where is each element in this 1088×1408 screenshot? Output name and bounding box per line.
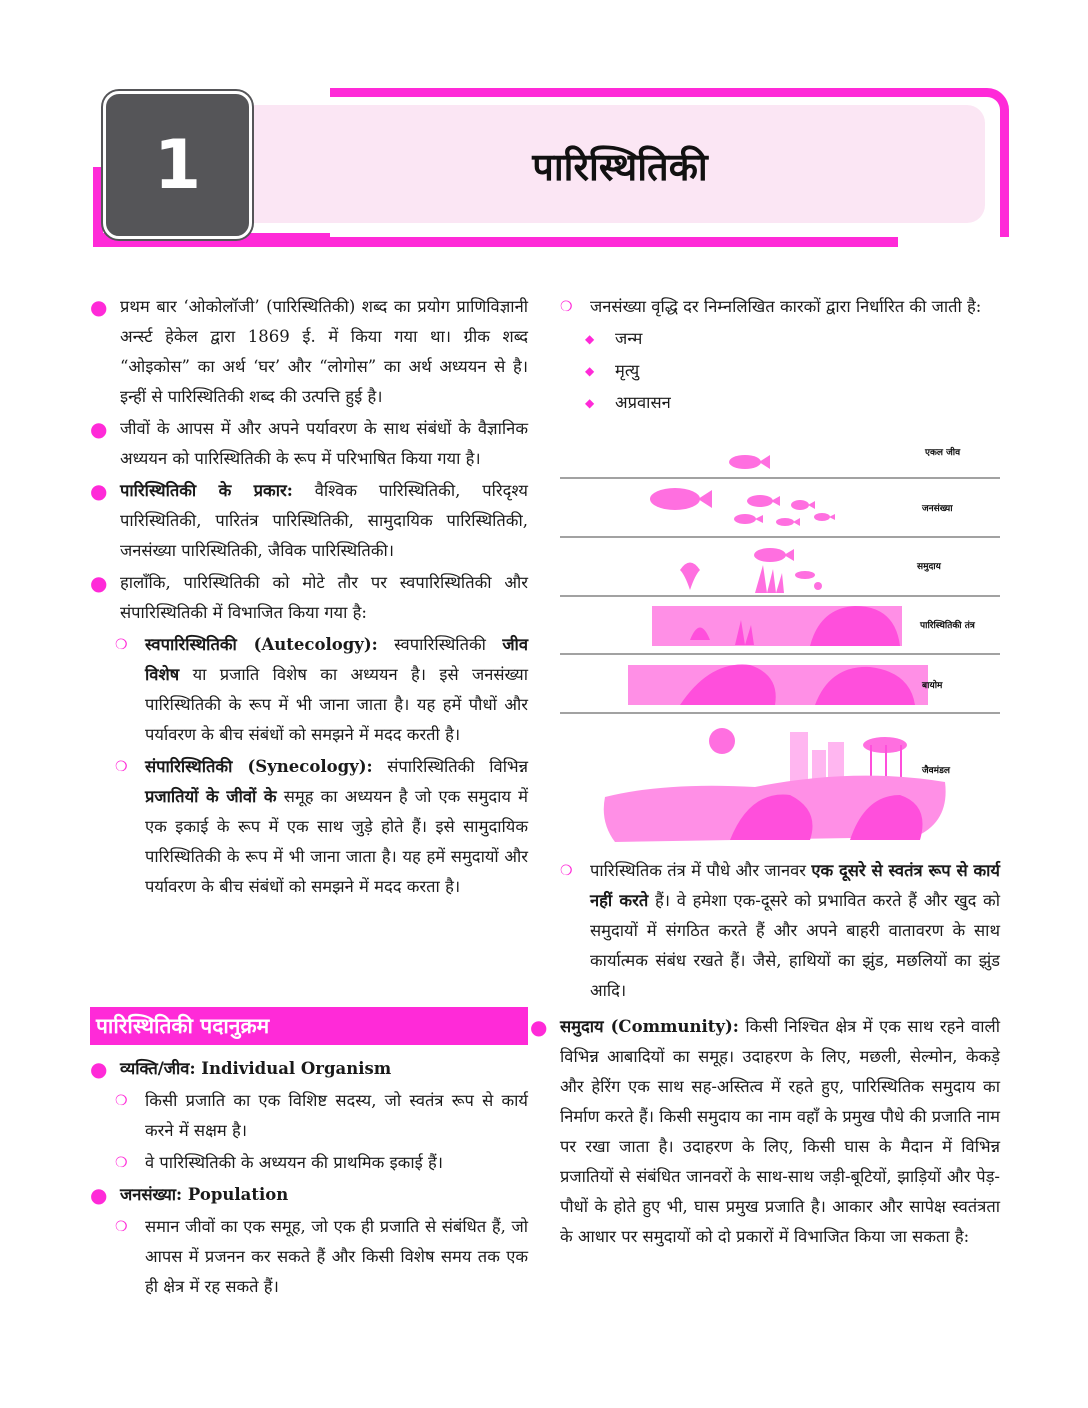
level-label: जनसंख्या [922, 504, 953, 514]
sub-list-item: ❍ स्वपारिस्थितिकी (Autecology): स्वपारिस्थितिकी जीव विशेष या प्रजाति विशेष का अध्ययन है। इसे जनसंख्या पारिस्थितिकी के रूप में भी जाना जाता है। यह हमें पौधों और पर्यावरण के बीच संबंधों को समझने में मदद करती है। [115, 630, 528, 750]
bullet-icon: ● [90, 295, 108, 319]
diamond-bullet-icon: ◆ [585, 332, 595, 346]
list-item: ● प्रथम बार ‘ओकोलॉजी’ (पारिस्थितिकी) शब्द का प्रयोग प्राणिविज्ञानी अर्न्स्ट हेकेल द्वारा 1869 ई. में किया गया था। ग्रीक शब्द “ओइकोस” का अर्थ ‘घर’ और “लोगोस” का अर्थ अध्ययन से है। इन्हीं से पारिस्थितिकी शब्द की उत्पत्ति हुई है। [90, 292, 528, 412]
section-heading: पारिस्थितिकी पदानुक्रम [90, 1007, 528, 1045]
list-item: ❍ पारिस्थितिक तंत्र में पौधे और जानवर एक दूसरे से स्वतंत्र रूप से कार्य नहीं करते हैं। वे हमेशा एक-दूसरे को प्रभावित करते हैं और खुद को समुदायों में संगठित करते हैं और अपने बाहरी वातावरण के साथ कार्यात्मक संबंध रखते हैं। जैसे, हाथियों का झुंड, मछलियों का झुंड आदि। [560, 856, 1000, 1006]
list-item: ● व्यक्ति/जीव: Individual Organism [90, 1054, 528, 1084]
level-label: समुदाय [917, 562, 941, 572]
population-fish-group [650, 488, 835, 526]
community-scene [680, 548, 822, 593]
circle-bullet-icon: ❍ [115, 637, 128, 653]
ecosystem-scene [652, 606, 902, 646]
right-column-top [560, 292, 1000, 420]
list-item: ❍ जनसंख्या वृद्धि दर निम्नलिखित कारकों द्वारा निर्धारित की जाती है: [560, 292, 1000, 322]
level-label: एकल जीव [925, 448, 961, 458]
level-label: जैवमंडल [922, 766, 950, 776]
circle-bullet-icon: ❍ [560, 299, 573, 315]
circle-bullet-icon: ❍ [560, 863, 573, 879]
sub-list-item: ❍ समान जीवों का एक समूह, जो एक ही प्रजाति से संबंधित हैं, जो आपस में प्रजनन कर सकते हैं और किसी विशेष समय तक एक ही क्षेत्र में रह सकते हैं। [115, 1212, 528, 1302]
left-column [90, 292, 528, 904]
list-item: ● हालाँकि, पारिस्थितिकी को मोटे तौर पर स्वपारिस्थितिकी और संपारिस्थितिकी में विभाजित किया गया है: [90, 568, 528, 628]
list-item: ● जनसंख्या: Population [90, 1180, 528, 1210]
factor-item: ◆ मृत्यु [585, 356, 1000, 386]
circle-bullet-icon: ❍ [115, 759, 128, 775]
biome-scene [628, 665, 928, 706]
level-label: बायोम [922, 681, 943, 691]
bullet-icon: ● [90, 1183, 108, 1207]
hierarchy-list [90, 1054, 528, 1304]
diamond-bullet-icon: ◆ [585, 364, 595, 378]
bullet-icon: ● [90, 479, 108, 503]
chapter-number: 1 [103, 91, 252, 239]
circle-bullet-icon: ❍ [115, 1093, 128, 1109]
right-column-bottom [530, 856, 1000, 1254]
bullet-icon: ● [90, 1057, 108, 1081]
sub-list-item: ❍ वे पारिस्थितिकी के अध्ययन की प्राथमिक इकाई हैं। [115, 1148, 528, 1178]
sub-list-item: ❍ संपारिस्थितिकी (Synecology): संपारिस्थितिकी विभिन्न प्रजातियों के जीवों के समूह का अध्ययन है जो एक समुदाय में एक इकाई के रूप में एक साथ जुड़े होते हैं। इसे सामुदायिक पारिस्थितिकी के रूप में भी जाना जाता है। यह हमें समुदायों और पर्यावरण के बीच संबंधों को समझने में मदद करता है। [115, 752, 528, 902]
list-item: ● जीवों के आपस में और अपने पर्यावरण के साथ संबंधों के वैज्ञानिक अध्ययन को पारिस्थितिकी के रूप में परिभाषित किया गया है। [90, 414, 528, 474]
biosphere-scene [604, 728, 946, 842]
sub-list-item: ❍ किसी प्रजाति का एक विशिष्ट सदस्य, जो स्वतंत्र रूप से कार्य करने में सक्षम है। [115, 1086, 528, 1146]
ecological-hierarchy-figure [560, 445, 1000, 845]
circle-bullet-icon: ❍ [115, 1219, 128, 1235]
list-item: ● समुदाय (Community): किसी निश्चित क्षेत्र में एक साथ रहने वाली विभिन्न आबादियों का समूह। उदाहरण के लिए, मछली, सेल्मोन, केकड़े और हेरिंग एक साथ सह-अस्तित्व में रहते हुए, पारिस्थितिक समुदाय का निर्माण करते हैं। किसी समुदाय का नाम वहाँ के प्रमुख पौधे की प्रजाति नाम पर रखा जाता है। उदाहरण के लिए, किसी घास के मैदान में विभिन्न प्रजातियों से संबंधित जानवरों के साथ-साथ जड़ी-बूटियों, झाड़ियों और पेड़-पौधों के होते हुए भी, घास प्रमुख प्रजाति है। आकार और सापेक्ष स्वतंत्रता के आधार पर समुदायों को दो प्रकारों में विभाजित किया जा सकता है: [530, 1012, 1000, 1252]
bullet-icon: ● [530, 1015, 548, 1039]
chapter-title: पारिस्थितिकी [532, 145, 708, 189]
circle-bullet-icon: ❍ [115, 1155, 128, 1171]
factor-item: ◆ जन्म [585, 324, 1000, 354]
bullet-icon: ● [90, 417, 108, 441]
factor-item: ◆ अप्रवासन [585, 388, 1000, 418]
bullet-icon: ● [90, 571, 108, 595]
diamond-bullet-icon: ◆ [585, 396, 595, 410]
fish-icon [729, 455, 761, 469]
level-label: पारिस्थितिकी तंत्र [920, 621, 975, 631]
list-item: ● पारिस्थितिकी के प्रकार: वैश्विक पारिस्थितिकी, परिदृश्य पारिस्थितिकी, पारितंत्र पारिस्थितिकी, सामुदायिक पारिस्थितिकी, जनसंख्या पारिस्थितिकी, जैविक पारिस्थितिकी। [90, 476, 528, 566]
